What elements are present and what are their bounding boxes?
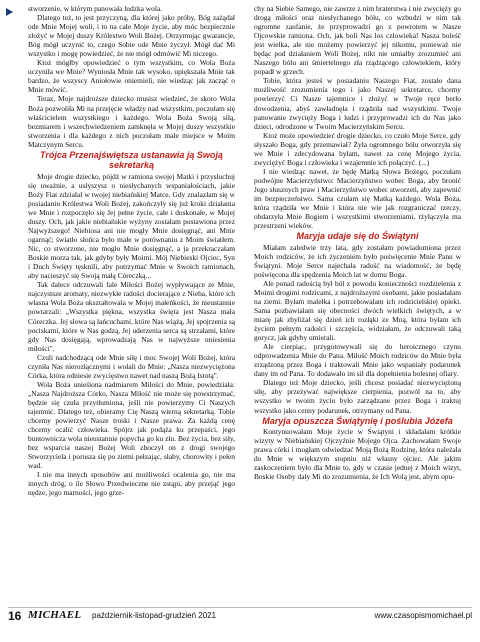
website-link[interactable]: www.czasopismomichael.pl <box>374 611 472 620</box>
left-column <box>28 4 235 497</box>
paragraph: Czuli nadchodzącą ode Mnie siłę i moc Swojej Woli Bożej, która czyniła Nas nierozłącznymi i wołali do Mnie: „Nasza niezwyciężona Córka, która odniesie zwycięstwo nawet nad naszą Bożą Istotą". <box>28 352 235 380</box>
magazine-title: MICHAEL <box>28 609 82 621</box>
paragraph: Ale cierpiąc, przygotowywali się do heroicznego czynu odprowadzenia Mnie do Pana. Miłość Moich rodziców do Mnie była zrządzoną przez Boga i traktowali Mnie jako wspaniały podarunek dany im od Pana. To dodawało im sił dla dopełnienia bolesnej ofiary. <box>254 342 461 379</box>
continuation-arrow-icon <box>6 8 13 16</box>
right-column <box>254 4 461 481</box>
footer-divider <box>8 607 472 608</box>
paragraph: Tak dalece odczuwali fale Miłości Bożej wypływające ze Mnie, najczystsze aromaty, niezwykłe radości docierające z Nieba, które ich własna Wola Boża ukształtowała w Mojej małeńkości, że nieustannie powtarzali: „Wszystka piękna, wszystka święta jest Nasza mała Córeczka. Jej słowa są łańcuchami, które Nas wiążą, Jej spojrzenia są pociskami, które w Nas godzą, Jej uderzenia serca są strzałami, które gdy Nas dosięgają, wprowadzają Nas w najwyższe uniesienia miłości". <box>28 280 235 353</box>
paragraph: Ale ponad radością był ból z powodu konieczności rozdzielenia z Moimi drogimi rodzicami, z najdroższymi osobami, jakie posiadałam na ziemi. Byłam malełka i potrzebowałam ich rodzicielskiej opieki. Sama pozbawiałam się obecności dwóch wielkich świętych, a w miarę jak zbyliżał się dzień ich rozłąki ze Mną, która byłam ich życiem pełnym radości i szczęścia, widziałam, że odczuwali taką gorycz, jak gdyby umierali. <box>254 278 461 343</box>
paragraph: Ktoż może opowiedzieć drogie dziecko, co czuło Moje Serce, gdy słyszało Boga, gdy przemawiał? Żyła ogromnego bólu otworzyła się we Mnie i zdecydowana byłam, nawet za cenę Mojego życia, zwyciężyć Boga i człowieka i wzajemnie ich połączyć. (...) <box>254 130 461 167</box>
section-heading: Maryja udaje się do Świątyni <box>296 231 419 242</box>
paragraph: stworzenie, w którym panowała ludzka wola. <box>28 4 163 13</box>
page-footer <box>0 607 480 627</box>
page-number: 16 <box>8 609 22 623</box>
paragraph: Ktoż mógłby opowiedzieć o tym wszystkim, co Wola Boża uczyniła we Mnie? Wyniosła Mnie tak wysoko, upiększała Mnie tak bardzo, że wszyscy Aniołowie oniemieli, nie wiedząc jak zacząć o Mnie mówić. <box>28 58 235 95</box>
paragraph: Dlatego też Moje dziecko, jeśli chcesz posiadać niezwyciężoną siłę, aby przeżywać największe cierpienia, pozwól na to, aby wszystko w twoim życiu było zarządzane przez Boga i traktuj wszystko jako cenny podarunek, otrzymany od Pana. <box>254 378 461 415</box>
paragraph: Miałam zaledwie trzy lata, gdy zostałam powiadomiona przez Moich rodziców, że ich życzeniem było poświęcenie Mnie Panu w Świątyni. Moje Serce najechała radość na wiadomość, że będę poświęcona dla spędzenia Moich lat w domu Boga. <box>254 242 461 279</box>
paragraph: Dlatego też, to jest przyczyną, dla której jako próby, Bóg zażądał ode Mnie Mojej woli, i to na całe Moje życie, aby móc bezpiecznie złożyć w Mojej duszy Królestwo Woli Bożej. Otrzymując gwarancje, Bóg mógł uczynić to, czego Sobie ode Mnie życzył. Mógł dać Mi wszystko i mogę powiedzieć, że nie mógł odmówić Mi niczego. <box>28 13 235 59</box>
paragraph: Kontynuowałam Moje życie w Świątyni i składałam krótkie wizyty w Niebiańskiej Ojczyźnie Mojego Ojca. Zachowałam Swoje prawa córki i mogłam odwiedzać Moją Bożą Rodzinę, która należała do Mnie w większym stopniu niż własny ojciec. Ale jakim zaskoczeniem było dla Mnie to, gdy w czasie jednej z Moich wizyt, Boskie Osoby dały Mi do zrozumienia, że Ich Wolą jest, abym opu- <box>254 427 461 482</box>
section-heading: Trójca Przenajświętsza ustanawia ją Swoją sekretarką <box>40 149 223 171</box>
paragraph: Wola Boża unieśiona nadmiarem Miłości do Mnie, powiedziała: „Nasza Najdroższa Córko, Nasza Miłość nie może się powstrzymać, będzie się czuła przytłumiona, jeśli nie powierzymy Ci Naszych tajemnic. Dlatego też, obieramy Cię Naszą wierną sekretarką. Tobie chcemy powierzyć Nasze troski i Nasze prawa. Za każdą cenę chcemy ocalić człowieka. Spójrz jak podąża ku przepaści, jego buntownicza wola nieustannie popycha go ku złu. Bez życia, bez siły, bez wsparcia naszej Bożej Woli zboczył on z drogi swojego Stworzyciela i porusza się po ziemi pełzając, słaby, chorowity i pełen wad. <box>28 379 235 471</box>
paragraph: Teraz, Moje najdroższe dziecko musisz wiedzieć, że skoro Wola Boża pozwoliła Mi na przejęcie władzy nad wszystkim, poczułam się właścicielem wszystkiego i każdego. Wola Boża Swoją siłą, bezmiarem i wszechwiedzeniem zamknęła w Mojej duszy wszystkie stworzenia i dla każdego z nich poczułam małe miejsce w Moim Matczynym Sercu. <box>28 94 235 149</box>
paragraph: Moje drogie dziecko, pójdź w ramiona swojej Matki i przysłuchuj się uważnie, a usłyszysz o niesłychanych wspaniałościach, jakie Boży Fiat zdziałał w twojej niebiańskiej Matce. Gdy znalazłam się w posiadaniu Królestwa Woli Bożej, zakończyły się już kroki działania we Mnie i rozpoczęło się Jej pełne życie, całe i doskonałe, w Mojej duszy. Och, jak jakie niebiańskie wyżyny zostałam postawiona przez Najwyższego! Niebiosa ani nie mogły Mnie dosięgnąć, ani Mnie ogarnąć; światło słońca było małe w porównaniu z Moim światłem. Nic, co stworzone, nie mogło Mnie dosięgnąć, a ja przekraczałam Boskie morza tak, jak gdyby były Moimi. Mój Niebieski Ojciec, Syn i Duch Święty tęsknili, aby potrzymać Mnie w Swoich ramionach, aby nacieszyć się Swoją małą Córeczką... <box>28 171 235 281</box>
section-heading: Maryja opuszcza Świątynię i poślubia Józefa <box>262 415 453 426</box>
paragraph: chy na Siebie Samego, nie zawrze z nim braterstwa i nie zwycięży go drogą miłości oraz niesłychanego bólu, co wzbudzi w nim tak ogromne zaufanie, że przyprowadzi go z powrotem w Nasze Ojcowskie ramiona. Och, jak boli Nas los człowieka! Nasza boleść jest wielka, ale nie możemy powierzyć jej nikomu, ponieważ nie będąc pod działaniem Woli Bożej, nikt nie umiałby zrozumieć ani Naszego bólu ani śmiertelnego zła rządzącego człowiekiem, który popadł w grzech. <box>254 4 461 77</box>
issue-date: październik-listopad-grudzień 2021 <box>92 611 217 620</box>
paragraph: I nie wiedząc nawet, że będę Matką Słowa Bożego, poczułam podwójne Macierzyństwo: Macierzyństwo wobec Boga, aby bronić Jego słusznych praw i Macierzyństwo wobec stworzeń, aby zapewnić im bezpieczeństwo. Sama czułam się Matką każdego. Wola Boża, która rządziła we Mnie i która nie wie jak rozgraniczać rzeczy, obdarzyła Mnie Bogiem i wszystkimi stworzeniami, rżyłączyła ma przestrzeni wieków. <box>254 166 461 231</box>
paragraph: I nie ma innych sposobów ani możliwości ocalenia go, nie ma innych dróg, o ile Słowo Przedwieczne nie zstąpi, aby przejąć jego nędze, jego marności, jego grze- <box>28 470 235 498</box>
paragraph: Tobie, która jesteś w posiadaniu Naszego Fiat, zostało dana możliwość zrozumienia tego i jako Naszej sekretarce, chcemy powierzyć Ci Nasze tajemnice i złożyć w Twoje ręce berło dowodzenia, abyś zawładnęła i rządziła nad wszystkimi. Twoje panowanie zwycięży Boga i ludzi i przyprowadzi ich do Nas jako dzieci, odrodzone w Twoim Macierzyńskim Sercu. <box>254 76 461 131</box>
